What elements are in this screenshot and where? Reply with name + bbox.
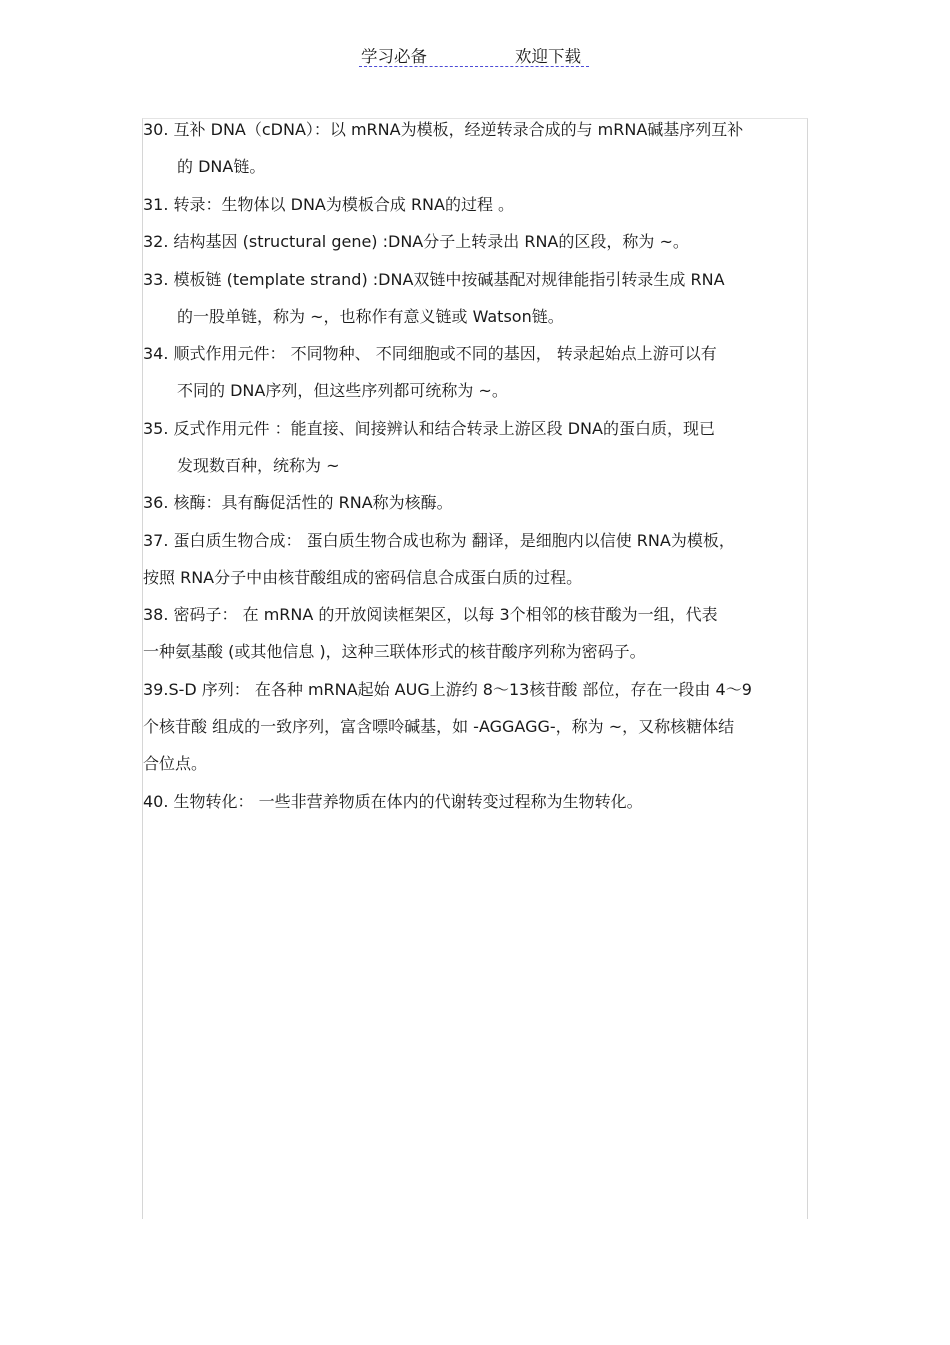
item-37-line-2: 按照 RNA分子中由核苷酸组成的密码信息合成蛋白质的过程。 (143, 568, 583, 587)
item-40-line-1: 40. 生物转化： 一些非营养物质在体内的代谢转变过程称为生物转化。 (143, 792, 643, 811)
item-37-line-1: 37. 蛋白质生物合成： 蛋白质生物合成也称为 翻译，是细胞内以信使 RNA为模板， (143, 531, 735, 550)
item-39-line-2: 个核苷酸 组成的一致序列，富含嘌呤碱基，如 -AGGAGG-，称为 ~，又称核糖体结 (143, 717, 735, 736)
item-33-line-2: 的一股单链，称为 ~，也称作有意义链或 Watson链。 (177, 307, 564, 326)
item-38-line-1: 38. 密码子： 在 mRNA 的开放阅读框架区，以每 3个相邻的核苷酸为一组，代表 (143, 605, 718, 624)
item-39-line-1: 39.S-D 序列： 在各种 mRNA起始 AUG上游约 8～13核苷酸 部位，存在一段由 4～9 (143, 680, 752, 699)
item-38-line-2: 一种氨基酸 (或其他信息 )，这种三联体形式的核苷酸序列称为密码子。 (143, 642, 646, 661)
item-32-line-1: 32. 结构基因 (structural gene) :DNA分子上转录出 RNA的区段，称为 ~。 (143, 232, 689, 251)
item-35-line-1: 35. 反式作用元件 ：能直接、间接辨认和结合转录上游区段 DNA的蛋白质，现已 (143, 419, 715, 438)
item-35-line-2: 发现数百种，统称为 ~ (177, 456, 340, 475)
item-34-line-1: 34. 顺式作用元件： 不同物种、 不同细胞或不同的基因， 转录起始点上游可以有 (143, 344, 717, 363)
item-34-line-2: 不同的 DNA序列，但这些序列都可统称为 ~。 (177, 381, 508, 400)
page-header (359, 40, 589, 67)
item-30-line-1: 30. 互补 DNA（cDNA）：以 mRNA为模板，经逆转录合成的与 mRNA碱基序列互补 (143, 120, 744, 139)
header-right-text: 欢迎下载 (515, 47, 581, 66)
item-33-line-1: 33. 模板链 (template strand) :DNA双链中按碱基配对规律能指引转录生成 RNA (143, 270, 725, 289)
item-30-line-2: 的 DNA链。 (177, 157, 266, 176)
item-31-line-1: 31. 转录：生物体以 DNA为模板合成 RNA的过程 。 (143, 195, 515, 214)
item-36-line-1: 36. 核酶：具有酶促活性的 RNA称为核酶。 (143, 493, 453, 512)
header-left-text: 学习必备 (361, 47, 427, 66)
item-39-line-3: 合位点。 (143, 754, 208, 773)
